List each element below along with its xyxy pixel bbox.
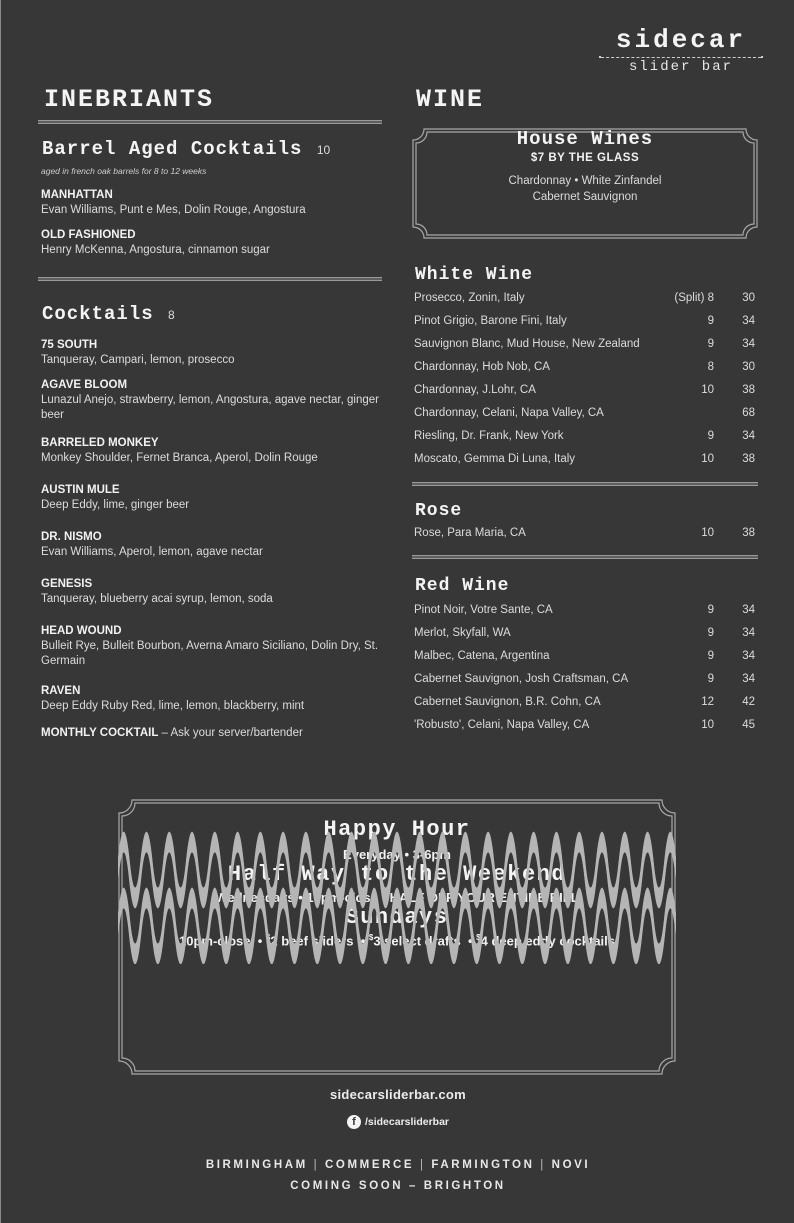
- website-link[interactable]: sidecarsliderbar.com: [329, 1087, 467, 1102]
- wine-name: Cabernet Sauvignon, B.R. Cohn, CA: [414, 696, 601, 708]
- drink-item: [38, 436, 382, 466]
- currency-symbol: $: [265, 933, 271, 942]
- drink-desc: Bulleit Rye, Bulleit Bourbon, Averna Amaro Siciliano, Dolin Dry, St. Germain: [41, 640, 379, 667]
- wine-name: Moscato, Gemma Di Luna, Italy: [414, 453, 576, 465]
- white-wine-heading: White Wine: [415, 265, 534, 285]
- wine-name: Riesling, Dr. Frank, New York: [414, 430, 564, 442]
- wine-name: Pinot Grigio, Barone Fini, Italy: [414, 315, 567, 327]
- currency-symbol: $: [368, 933, 374, 942]
- sunday-deal: 2 beef sliders: [270, 933, 354, 949]
- wine-row: [412, 645, 758, 668]
- wine-row: [412, 522, 758, 545]
- wine-row: [412, 379, 758, 402]
- wine-name: 'Robusto', Celani, Napa Valley, CA: [414, 719, 590, 731]
- divider: [412, 482, 758, 486]
- facebook-link[interactable]: [1, 1115, 794, 1129]
- facebook-icon: f: [347, 1115, 361, 1129]
- drink-desc: Tanqueray, Campari, lemon, prosecco: [41, 354, 235, 366]
- house-wines-list: [412, 173, 758, 205]
- wine-column: [412, 84, 758, 737]
- cocktails-price: 8: [168, 308, 175, 322]
- drink-desc: Henry McKenna, Angostura, cinnamon sugar: [41, 244, 270, 256]
- sundays-title: Sundays: [345, 905, 449, 930]
- wine-row: [412, 356, 758, 379]
- happy-hour-time: Everyday • 3-6pm: [343, 847, 451, 862]
- monthly-cocktail-dash: –: [158, 727, 171, 739]
- location: COMMERCE: [325, 1159, 415, 1171]
- locations: [1, 1155, 794, 1197]
- monthly-cocktail-name: MONTHLY COCKTAIL: [41, 727, 159, 739]
- drink-item: [38, 624, 382, 669]
- glass-price: [644, 402, 714, 425]
- drink-desc: Monkey Shoulder, Fernet Branca, Aperol, Dolin Rouge: [41, 452, 318, 464]
- wine-name: Sauvignon Blanc, Mud House, New Zealand: [414, 338, 640, 350]
- glass-price: 9: [707, 430, 714, 442]
- bottle-price: 38: [742, 453, 755, 465]
- wine-name: Rose, Para Maria, CA: [414, 527, 526, 539]
- rose-section: [412, 500, 758, 545]
- cocktails-title: Cocktails: [42, 303, 154, 325]
- sunday-deal: 3 select drafts: [373, 933, 461, 949]
- drink-name: RAVEN: [41, 685, 81, 697]
- divider: [38, 120, 382, 124]
- red-wine-list: [412, 599, 758, 737]
- glass-price: 12: [701, 696, 714, 708]
- inebriants-heading: INEBRIANTS: [44, 85, 215, 114]
- drink-name: AUSTIN MULE: [41, 484, 120, 496]
- glass-price: 9: [707, 673, 714, 685]
- wine-heading: WINE: [416, 85, 485, 114]
- glass-price: 10: [701, 384, 714, 396]
- specials-content: [118, 799, 676, 948]
- wine-name: Chardonnay, Hob Nob, CA: [414, 361, 550, 373]
- bottle-price: 68: [742, 407, 755, 419]
- glass-price: 9: [707, 604, 714, 616]
- house-wines-box: [412, 128, 758, 239]
- glass-price: 9: [707, 650, 714, 662]
- wine-name: Merlot, Skyfall, WA: [414, 627, 511, 639]
- drink-desc: Tanqueray, blueberry acai syrup, lemon, soda: [41, 593, 273, 605]
- red-wine-section: [412, 575, 758, 737]
- sundays-time: 10pm-close: [178, 933, 251, 949]
- location-separator: |: [313, 1159, 320, 1171]
- bottle-price: 34: [742, 604, 755, 616]
- glass-price: 10: [701, 453, 714, 465]
- location: FARMINGTON: [431, 1159, 535, 1171]
- barrel-aged-price: 10: [316, 143, 331, 157]
- wavy-divider: [118, 813, 676, 962]
- drink-item: [38, 228, 382, 258]
- location-list: [1, 1155, 794, 1176]
- logo: [599, 26, 763, 74]
- inebriants-column: [38, 84, 382, 741]
- wine-row: [412, 287, 758, 310]
- barrel-aged-title: Barrel Aged Cocktails: [42, 138, 303, 160]
- drink-desc: Deep Eddy Ruby Red, lime, lemon, blackberry, mint: [41, 700, 305, 712]
- wine-row: [412, 448, 758, 471]
- bottle-price: 34: [742, 430, 755, 442]
- wine-name: Chardonnay, Celani, Napa Valley, CA: [414, 407, 604, 419]
- house-wines-line: Chardonnay • White Zinfandel: [508, 175, 662, 187]
- currency-symbol: $: [476, 933, 481, 942]
- glass-price: 10: [701, 527, 714, 539]
- bottle-price: 34: [742, 627, 755, 639]
- happy-hour-title: Happy Hour: [323, 817, 471, 842]
- bottle-price: 34: [742, 338, 755, 350]
- sunday-deal: 4 deep eddy cocktails: [480, 933, 616, 949]
- cocktails-section: [38, 303, 382, 741]
- drink-name: OLD FASHIONED: [41, 229, 136, 241]
- white-wine-list: [412, 287, 758, 471]
- house-wines-content: [412, 128, 758, 205]
- logo-name: sidecar: [615, 25, 747, 55]
- drink-desc: Evan Williams, Punt e Mes, Dolin Rouge, Angostura: [41, 204, 306, 216]
- halfway-title: Half Way to the Weekend: [227, 862, 567, 887]
- drink-name: BARRELED MONKEY: [41, 437, 159, 449]
- wine-row: [412, 691, 758, 714]
- house-wines-title: House Wines: [516, 128, 654, 150]
- drink-item: [38, 378, 382, 423]
- monthly-cocktail-desc: Ask your server/bartender: [170, 727, 303, 739]
- coming-soon: COMING SOON – BRIGHTON: [290, 1180, 506, 1192]
- drink-item: [38, 188, 382, 218]
- divider: [412, 555, 758, 559]
- glass-price: 9: [707, 315, 714, 327]
- bottle-price: 38: [742, 384, 755, 396]
- house-wines-price: $7 BY THE GLASS: [530, 152, 640, 164]
- wine-name: Prosecco, Zonin, Italy: [414, 292, 525, 304]
- barrel-aged-note: aged in french oak barrels for 8 to 12 weeks: [41, 166, 207, 176]
- barrel-aged-section: [38, 138, 382, 258]
- drink-item: [38, 577, 382, 607]
- wine-row: [412, 402, 758, 425]
- drink-name: 75 SOUTH: [41, 339, 98, 351]
- sundays-details: 10pm-close • $2 beef sliders • $3 select drafts • $4 deep eddy cocktails: [178, 933, 616, 949]
- bottle-price: 34: [742, 673, 755, 685]
- facebook-handle: /sidecarsliderbar: [364, 1116, 450, 1128]
- wine-row: [412, 714, 758, 737]
- wine-row: [412, 333, 758, 356]
- bottle-price: 42: [742, 696, 755, 708]
- drink-desc: Evan Williams, Aperol, lemon, agave nectar: [41, 546, 263, 558]
- drink-item: [38, 483, 382, 513]
- red-wine-heading: Red Wine: [415, 576, 510, 596]
- bottle-price: 30: [742, 292, 755, 304]
- glass-price: 9: [707, 627, 714, 639]
- drink-name: GENESIS: [41, 578, 93, 590]
- glass-price: 8: [707, 361, 714, 373]
- wine-name: Cabernet Sauvignon, Josh Craftsman, CA: [414, 673, 629, 685]
- logo-tagline: slider bar: [628, 59, 733, 75]
- drink-desc: Deep Eddy, lime, ginger beer: [41, 499, 190, 511]
- house-wines-line: Cabernet Sauvignon: [532, 191, 638, 203]
- wine-name: Malbec, Catena, Argentina: [414, 650, 550, 662]
- barrel-aged-heading: [38, 138, 382, 161]
- wine-row: [412, 310, 758, 333]
- drink-desc: Lunazul Anejo, strawberry, lemon, Angostura, agave nectar, ginger beer: [41, 394, 379, 421]
- glass-price: (Split) 8: [674, 292, 714, 304]
- wine-row: [412, 622, 758, 645]
- divider: [38, 277, 382, 281]
- bottle-price: 34: [742, 315, 755, 327]
- specials-box: [118, 799, 676, 1075]
- glass-price: 9: [707, 338, 714, 350]
- rose-heading: Rose: [415, 501, 463, 521]
- drink-item: [38, 684, 382, 714]
- white-wine-section: [412, 264, 758, 471]
- bottle-price: 45: [742, 719, 755, 731]
- drink-item: [38, 530, 382, 560]
- drink-name: AGAVE BLOOM: [41, 379, 128, 391]
- location-separator: |: [540, 1159, 546, 1171]
- wine-row: [412, 425, 758, 448]
- drink-name: DR. NISMO: [41, 531, 102, 543]
- bottle-price: 30: [742, 361, 755, 373]
- wine-name: Pinot Noir, Votre Sante, CA: [414, 604, 553, 616]
- location-separator: |: [420, 1159, 426, 1171]
- wine-row: [412, 599, 758, 622]
- location: NOVI: [551, 1159, 591, 1171]
- halfway-details: Wednesdays • 10pm-close • HALF OFF YOUR ENTIRE BILL: [215, 890, 579, 905]
- glass-price: 10: [701, 719, 714, 731]
- wine-row: [412, 668, 758, 691]
- wine-name: Chardonnay, J.Lohr, CA: [414, 384, 536, 396]
- drink-name: HEAD WOUND: [41, 625, 122, 637]
- drink-name: MANHATTAN: [41, 189, 113, 201]
- logo-divider: [601, 57, 761, 58]
- location: BIRMINGHAM: [205, 1159, 308, 1171]
- monthly-cocktail: [38, 726, 382, 741]
- cocktails-heading: [38, 303, 382, 326]
- bottle-price: 34: [742, 650, 755, 662]
- drink-item: [38, 338, 382, 368]
- bottle-price: 38: [742, 527, 755, 539]
